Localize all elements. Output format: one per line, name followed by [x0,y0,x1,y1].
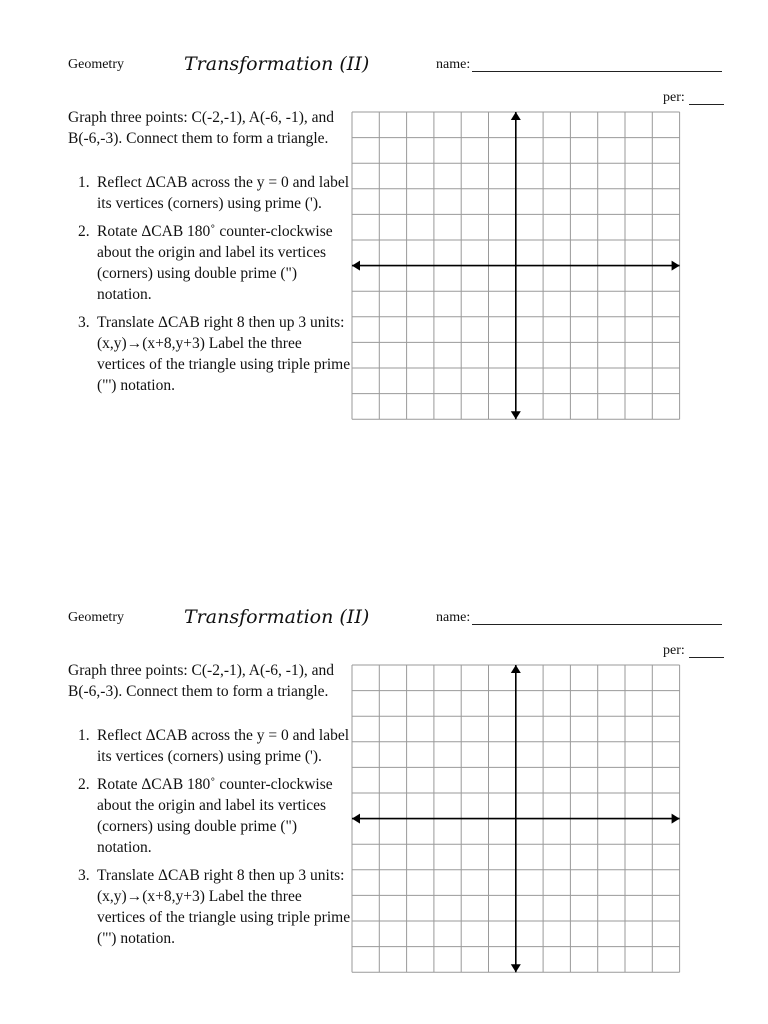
step-item [78,221,353,305]
step-number: 1. [78,174,90,191]
step-item [78,774,353,858]
step-text: Rotate ΔCAB 180˚ counter-clockwise about the origin and label its vertices (corners) using double prime (") notation. [97,223,333,303]
period-label: per: [663,643,685,658]
y-axis-arrow-up [511,665,521,673]
step-item [78,865,353,949]
step-text: Translate ΔCAB right 8 then up 3 units: (x,y)→(x+8,y+3) Label the three vertices of the triangle using triple prime ("') notation. [97,867,351,947]
worksheet-2 [0,553,768,953]
x-axis-arrow-right [672,261,680,271]
step-item [78,725,353,767]
step-item [78,312,353,396]
step-text: Translate ΔCAB right 8 then up 3 units: (x,y)→(x+8,y+3) Label the three vertices of the triangle using triple prime ("') notation. [97,314,351,394]
coordinate-grid[interactable] [350,110,682,420]
step-text: Reflect ΔCAB across the y = 0 and label its vertices (corners) using prime ('). [97,174,350,212]
step-text: Rotate ΔCAB 180˚ counter-clockwise about the origin and label its vertices (corners) using double prime (") notation. [97,776,333,856]
step-number: 3. [78,867,90,884]
name-label: name: [436,610,471,625]
instructions-steps [78,172,353,403]
name-blank-line[interactable] [472,624,722,625]
instructions-intro: Graph three points: C(-2,-1), A(-6, -1), and B(-6,-3). Connect them to form a triangle. [68,662,335,700]
period-blank-line[interactable] [689,657,724,658]
y-axis-arrow-down [511,964,521,972]
y-axis-arrow-down [511,411,521,419]
step-number: 3. [78,314,90,331]
period-blank-line[interactable] [689,104,724,105]
worksheet-title: Transformation (II) [184,53,370,75]
subject-label: Geometry [68,610,124,625]
name-blank-line[interactable] [472,71,722,72]
instructions-steps [78,725,353,956]
step-item [78,172,353,214]
x-axis-arrow-left [352,261,360,271]
subject-label: Geometry [68,57,124,72]
period-label: per: [663,90,685,105]
y-axis-arrow-up [511,112,521,120]
step-number: 1. [78,727,90,744]
instructions-intro: Graph three points: C(-2,-1), A(-6, -1), and B(-6,-3). Connect them to form a triangle. [68,109,335,147]
step-number: 2. [78,223,90,240]
x-axis-arrow-left [352,814,360,824]
step-text: Reflect ΔCAB across the y = 0 and label its vertices (corners) using prime ('). [97,727,350,765]
worksheet-title: Transformation (II) [184,606,370,628]
name-label: name: [436,57,471,72]
x-axis-arrow-right [672,814,680,824]
step-number: 2. [78,776,90,793]
worksheet-1 [0,0,768,400]
coordinate-grid[interactable] [350,663,682,973]
